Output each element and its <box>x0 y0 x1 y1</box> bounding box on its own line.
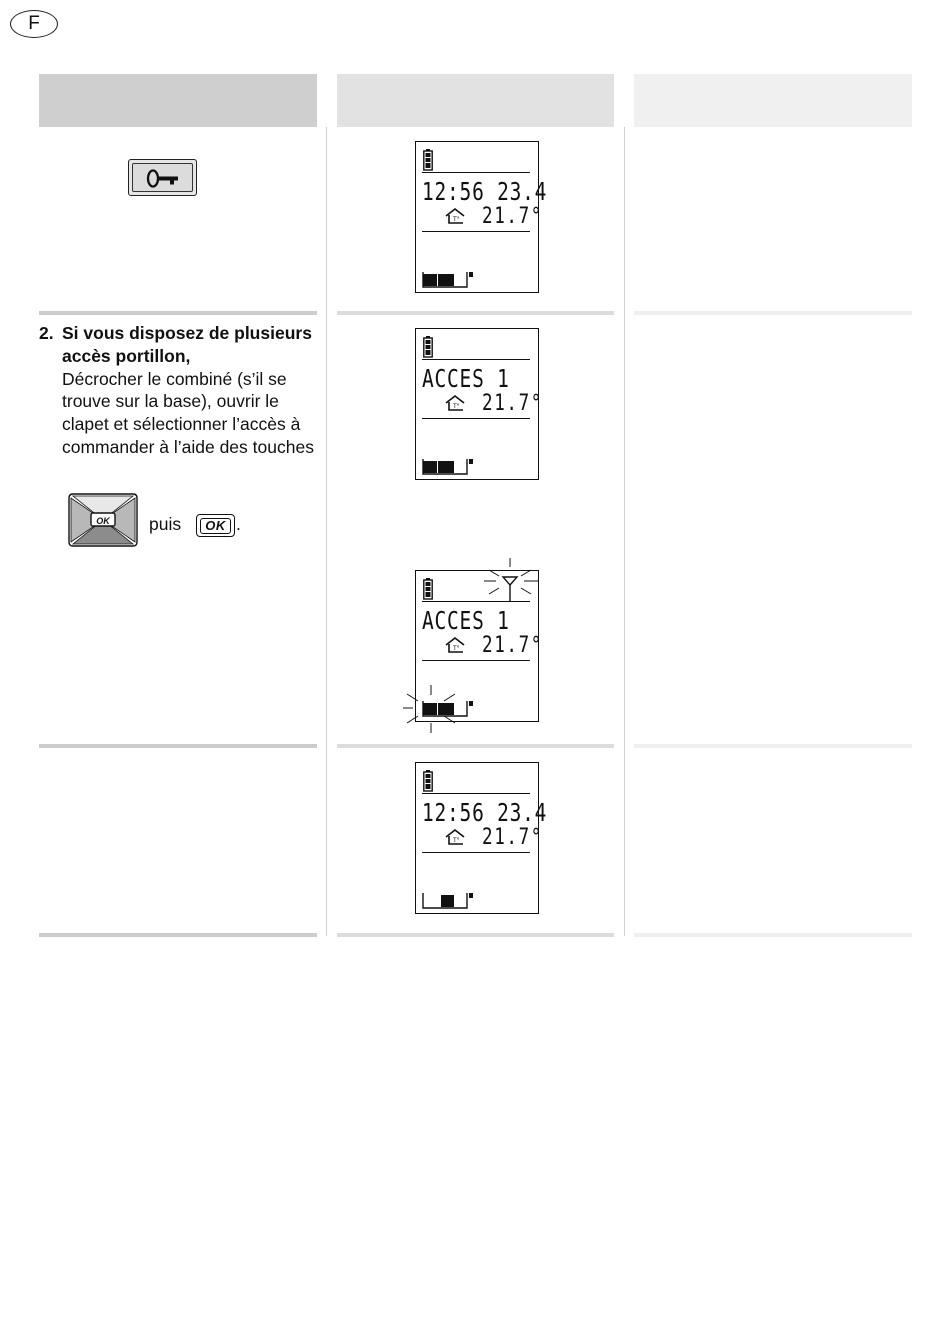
display-time-line: 12:56 23.4 <box>422 177 548 206</box>
battery-icon <box>423 149 433 171</box>
column-divider <box>624 127 625 936</box>
display-access-line: ACCES 1 <box>422 364 510 393</box>
column-header-action <box>39 74 317 127</box>
row-separator <box>39 933 317 937</box>
step-text: Décrocher le combiné (s’il se trouve sur la base), ouvrir le clapet et sélectionner l’accès à commander à l’aide des touches <box>62 368 314 457</box>
antenna-flashing-icon <box>484 556 538 608</box>
row-separator <box>39 744 317 748</box>
battery-icon <box>423 578 433 600</box>
svg-text:T°: T° <box>453 837 460 844</box>
nav-ok-label: OK <box>96 515 110 526</box>
svg-text:T°: T° <box>453 216 460 223</box>
battery-icon <box>423 336 433 358</box>
ok-button[interactable] <box>196 514 235 537</box>
step-heading: Si vous disposez de plusieurs accès portillon, <box>62 323 312 366</box>
battery-icon <box>423 770 433 792</box>
gate-status-icon <box>422 270 474 288</box>
handset-display <box>415 141 548 293</box>
row-separator <box>337 311 614 315</box>
column-divider <box>326 127 327 936</box>
display-access-line: ACCES 1 <box>422 606 510 635</box>
house-icon <box>444 394 466 412</box>
display-temperature: 21.7° <box>482 391 543 416</box>
row-separator <box>39 311 317 315</box>
column-header-notes <box>634 74 912 127</box>
row-separator <box>337 933 614 937</box>
display-temperature: 21.7° <box>482 204 543 229</box>
gate-flashing-rays-icon <box>403 684 459 734</box>
puis-label: puis <box>149 514 182 534</box>
language-badge: F <box>10 10 58 38</box>
step-number: 2. <box>39 323 54 343</box>
svg-text:T°: T° <box>453 403 460 410</box>
house-icon <box>444 207 466 225</box>
key-button[interactable] <box>128 159 197 196</box>
sentence-period: . <box>236 514 241 534</box>
house-icon <box>444 828 466 846</box>
display-time-line: 12:56 23.4 <box>422 798 548 827</box>
row-separator <box>337 744 614 748</box>
column-header-display <box>337 74 614 127</box>
ok-label: OK <box>200 518 231 534</box>
step-instruction <box>39 322 319 459</box>
gate-status-icon <box>422 457 474 475</box>
handset-display <box>415 762 548 914</box>
handset-display <box>415 328 543 480</box>
row-separator <box>634 744 912 748</box>
row-separator <box>634 933 912 937</box>
key-icon <box>133 164 194 193</box>
gate-closed-icon <box>422 891 474 909</box>
display-temperature: 21.7° <box>482 633 543 658</box>
display-temperature: 21.7° <box>482 825 543 850</box>
row-separator <box>634 311 912 315</box>
svg-text:T°: T° <box>453 645 460 652</box>
house-icon <box>444 636 466 654</box>
